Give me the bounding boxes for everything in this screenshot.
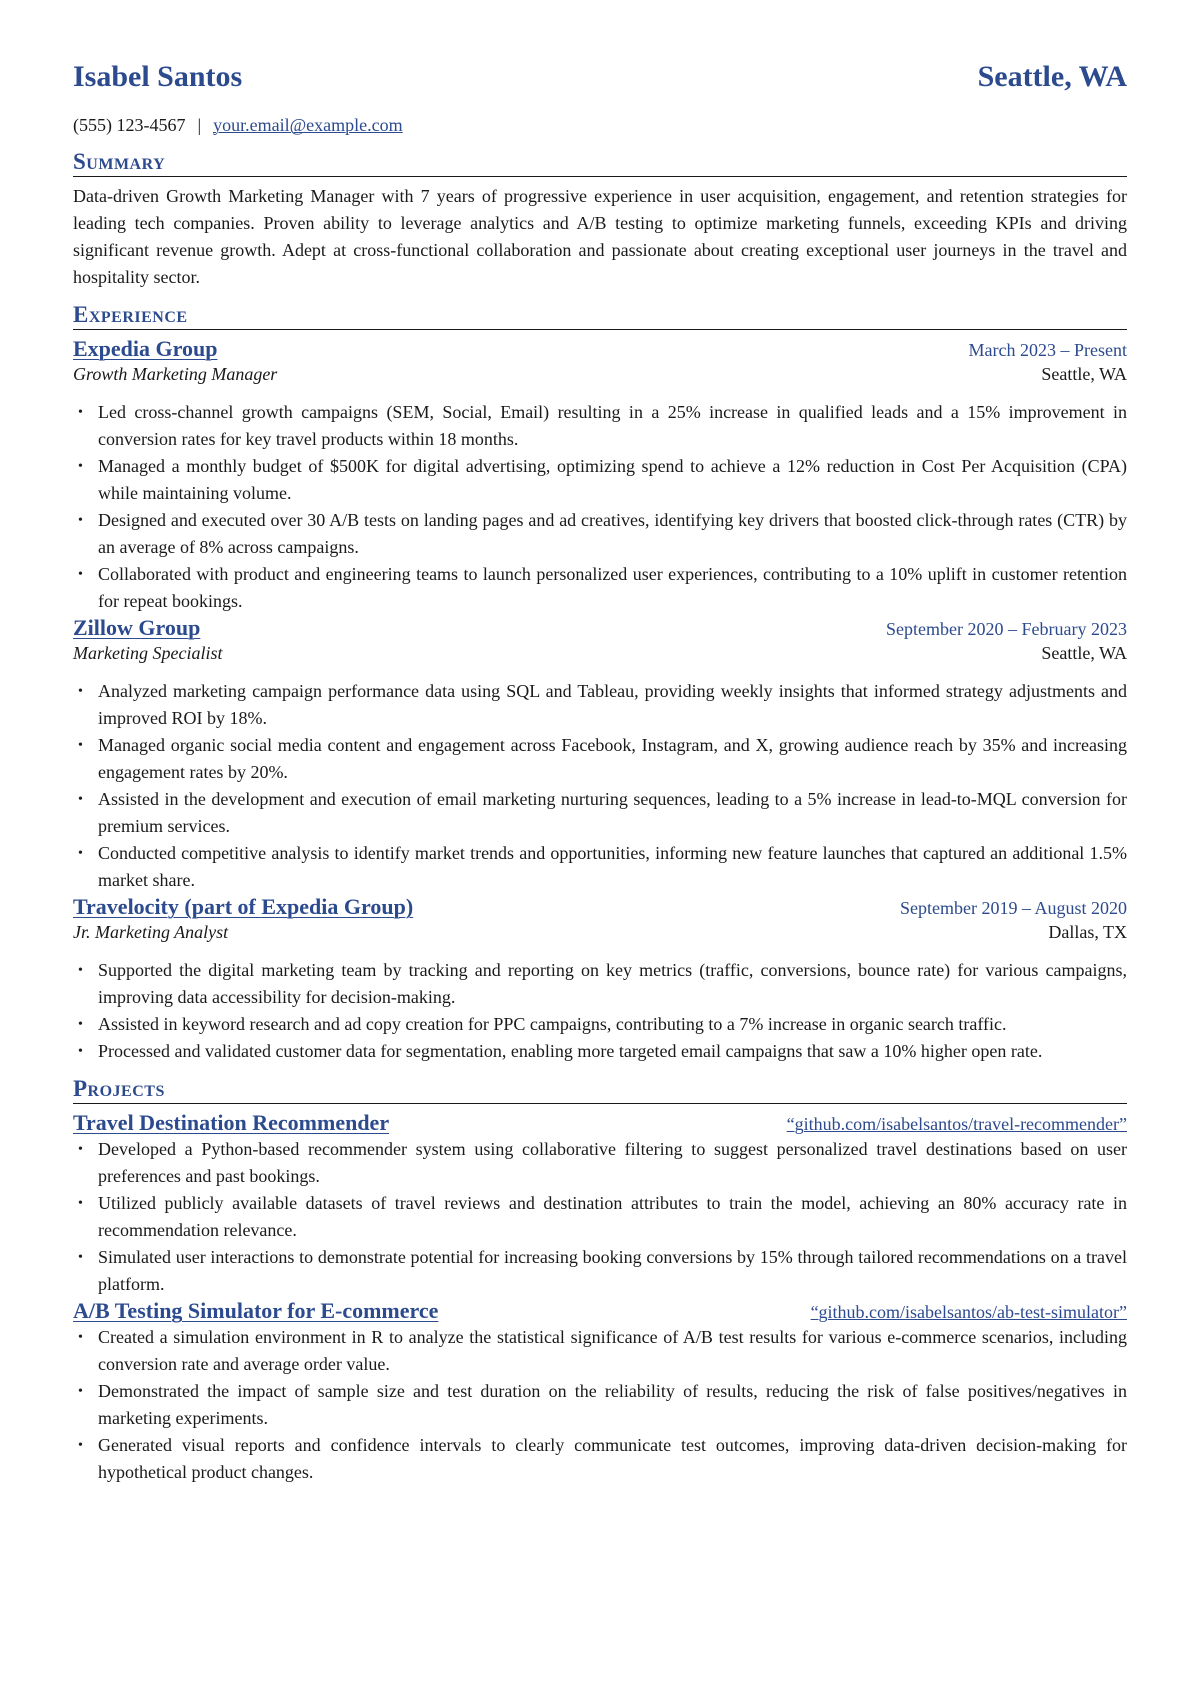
job-location: Seattle, WA bbox=[1041, 643, 1127, 663]
bullet-dot-icon: • bbox=[78, 1330, 83, 1345]
bullet-dot-icon: • bbox=[78, 1250, 83, 1265]
bullet-dot-icon: • bbox=[78, 1142, 83, 1157]
list-item bbox=[78, 453, 1127, 507]
bullet-dot-icon: • bbox=[78, 792, 83, 807]
project-repo-link[interactable]: “github.com/isabelsantos/ab-test-simulator” bbox=[810, 1302, 1127, 1322]
achievement-list bbox=[73, 399, 1127, 615]
bullet-dot-icon: • bbox=[78, 405, 83, 420]
job-location: Dallas, TX bbox=[1048, 922, 1127, 942]
candidate-name: Isabel Santos bbox=[73, 60, 243, 93]
bullet-dot-icon: • bbox=[78, 684, 83, 699]
bullet-dot-icon: • bbox=[78, 1044, 83, 1059]
bullet-dot-icon: • bbox=[78, 738, 83, 753]
bullet-dot-icon: • bbox=[78, 567, 83, 582]
list-item bbox=[78, 1244, 1127, 1298]
company-link[interactable]: Expedia Group bbox=[73, 336, 218, 361]
list-item bbox=[78, 1136, 1127, 1190]
project-title-link[interactable]: A/B Testing Simulator for E-commerce bbox=[73, 1298, 439, 1323]
bullet-dot-icon: • bbox=[78, 513, 83, 528]
project-details-list bbox=[73, 1136, 1127, 1298]
bullet-dot-icon: • bbox=[78, 1438, 83, 1453]
project-repo-link[interactable]: “github.com/isabelsantos/travel-recommender” bbox=[786, 1114, 1127, 1134]
list-item bbox=[78, 1432, 1127, 1486]
bullet-text: Conducted competitive analysis to identify market trends and opportunities, informing new feature launches that captured an additional 1.5% market share. bbox=[98, 843, 1127, 890]
job-title: Growth Marketing Manager bbox=[73, 364, 278, 384]
company-link[interactable]: Travelocity (part of Expedia Group) bbox=[73, 894, 414, 919]
contact-info bbox=[73, 112, 1127, 138]
bullet-text: Assisted in keyword research and ad copy creation for PPC campaigns, contributing to a 7% increase in organic search traffic. bbox=[98, 1014, 1007, 1034]
list-item bbox=[78, 1378, 1127, 1432]
list-item bbox=[78, 1011, 1127, 1038]
list-item bbox=[78, 1324, 1127, 1378]
bullet-dot-icon: • bbox=[78, 1196, 83, 1211]
achievement-list bbox=[73, 678, 1127, 894]
phone-number: (555) 123-4567 bbox=[73, 114, 186, 135]
experience-entry bbox=[73, 615, 1127, 894]
resume-header bbox=[73, 62, 1127, 108]
bullet-text: Collaborated with product and engineering teams to launch personalized user experiences, contributing to a 10% uplift in customer retention for repeat bookings. bbox=[98, 564, 1127, 611]
list-item bbox=[78, 561, 1127, 615]
list-item bbox=[78, 1038, 1127, 1065]
job-location: Seattle, WA bbox=[1041, 364, 1127, 384]
employment-dates: September 2020 – February 2023 bbox=[886, 619, 1127, 639]
list-item bbox=[78, 840, 1127, 894]
contact-separator: | bbox=[197, 114, 202, 135]
bullet-text: Led cross-channel growth campaigns (SEM, Social, Email) resulting in a 25% increase in qualified leads and a 15% improvement in conversion rates for key travel products within 18 months. bbox=[98, 402, 1127, 449]
bullet-text: Utilized publicly available datasets of travel reviews and destination attributes to train the model, achieving an 80% accuracy rate in recommendation relevance. bbox=[98, 1193, 1127, 1240]
candidate-location: Seattle, WA bbox=[977, 60, 1127, 93]
bullet-dot-icon: • bbox=[78, 1384, 83, 1399]
job-title: Marketing Specialist bbox=[73, 643, 223, 663]
project-details-list bbox=[73, 1324, 1127, 1486]
bullet-text: Managed a monthly budget of $500K for digital advertising, optimizing spend to achieve a 12% reduction in Cost Per Acquisition (CPA) while maintaining volume. bbox=[98, 456, 1127, 503]
bullet-text: Created a simulation environment in R to analyze the statistical significance of A/B test results for various e-commerce scenarios, including conversion rate and average order value. bbox=[98, 1327, 1127, 1374]
bullet-text: Demonstrated the impact of sample size and test duration on the reliability of results, reducing the risk of false positives/negatives in marketing experiments. bbox=[98, 1381, 1127, 1428]
bullet-text: Processed and validated customer data for segmentation, enabling more targeted email campaigns that saw a 10% higher open rate. bbox=[98, 1041, 1043, 1061]
achievement-list bbox=[73, 957, 1127, 1065]
bullet-dot-icon: • bbox=[78, 1017, 83, 1032]
experience-heading: Experience bbox=[73, 303, 1127, 330]
list-item bbox=[78, 957, 1127, 1011]
experience-entry bbox=[73, 894, 1127, 1065]
employment-dates: September 2019 – August 2020 bbox=[900, 898, 1127, 918]
project-entry bbox=[73, 1298, 1127, 1486]
resume-page bbox=[73, 62, 1127, 1486]
project-title-link[interactable]: Travel Destination Recommender bbox=[73, 1110, 390, 1135]
summary-heading: Summary bbox=[73, 150, 1127, 177]
bullet-dot-icon: • bbox=[78, 846, 83, 861]
bullet-text: Assisted in the development and execution of email marketing nurturing sequences, leading to a 5% increase in lead-to-MQL conversion for premium services. bbox=[98, 789, 1127, 836]
project-entry bbox=[73, 1110, 1127, 1298]
bullet-text: Generated visual reports and confidence intervals to clearly communicate test outcomes, improving data-driven decision-making for hypothetical product changes. bbox=[98, 1435, 1127, 1482]
list-item bbox=[78, 786, 1127, 840]
bullet-text: Designed and executed over 30 A/B tests on landing pages and ad creatives, identifying key drivers that boosted click-through rates (CTR) by an average of 8% across campaigns. bbox=[98, 510, 1127, 557]
job-title: Jr. Marketing Analyst bbox=[73, 922, 229, 942]
bullet-text: Supported the digital marketing team by tracking and reporting on key metrics (traffic, conversions, bounce rate) for various campaigns, improving data accessibility for decision-making. bbox=[98, 960, 1127, 1007]
email-link[interactable]: your.email@example.com bbox=[213, 114, 403, 135]
employment-dates: March 2023 – Present bbox=[968, 340, 1127, 360]
company-link[interactable]: Zillow Group bbox=[73, 615, 201, 640]
bullet-dot-icon: • bbox=[78, 459, 83, 474]
summary-text: Data-driven Growth Marketing Manager with 7 years of progressive experience in user acquisition, engagement, and retention strategies for leading tech companies. Proven ability to leverage analytics and A/B testing to optimize marketing funnels, exceeding KPIs and driving significant revenue growth. Adept at cross-functional collaboration and passionate about creating exceptional user journeys in the travel and hospitality sector. bbox=[73, 186, 1127, 287]
bullet-text: Analyzed marketing campaign performance data using SQL and Tableau, providing weekly insights that informed strategy adjustments and improved ROI by 18%. bbox=[98, 681, 1127, 728]
experience-entry bbox=[73, 336, 1127, 615]
list-item bbox=[78, 1190, 1127, 1244]
bullet-text: Simulated user interactions to demonstrate potential for increasing booking conversions by 15% through tailored recommendations on a travel platform. bbox=[98, 1247, 1127, 1294]
bullet-dot-icon: • bbox=[78, 963, 83, 978]
list-item bbox=[78, 507, 1127, 561]
bullet-text: Managed organic social media content and engagement across Facebook, Instagram, and X, growing audience reach by 35% and increasing engagement rates by 20%. bbox=[98, 735, 1127, 782]
list-item bbox=[78, 732, 1127, 786]
bullet-text: Developed a Python-based recommender system using collaborative filtering to suggest personalized travel destinations based on user preferences and past bookings. bbox=[98, 1139, 1127, 1186]
list-item bbox=[78, 678, 1127, 732]
projects-heading: Projects bbox=[73, 1077, 1127, 1104]
list-item bbox=[78, 399, 1127, 453]
